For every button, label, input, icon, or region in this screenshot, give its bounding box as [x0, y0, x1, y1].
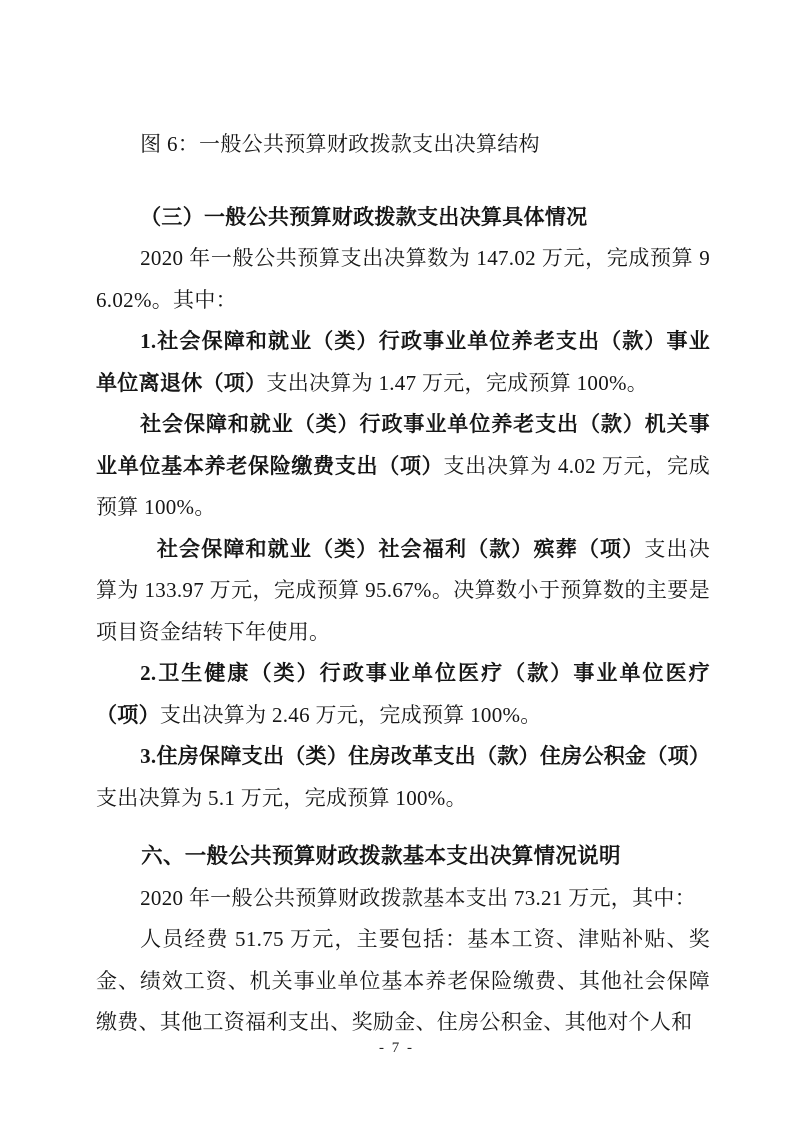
section-6-paragraph-1: 2020 年一般公共预算财政拨款基本支出 73.21 万元，其中：: [140, 885, 696, 910]
section-6-heading: 六、一般公共预算财政拨款基本支出决算情况说明: [141, 844, 621, 868]
item-1-figures: 支出决算为 1.47 万元，完成预算 100%。: [266, 370, 649, 395]
item-4-classification: 2.卫生健康（类）行政事业单位医疗（款）事业单位医疗（项）: [96, 661, 710, 727]
item-2-figures: 支出决算为 4.02 万元，完成预算 100%。: [96, 453, 710, 519]
item-4-figures: 支出决算为 2.46 万元，完成预算 100%。: [159, 702, 542, 727]
item-2-classification: 社会保障和就业（类）行政事业单位养老支出（款）机关事业单位基本养老保险缴费支出（项）: [96, 412, 710, 478]
item-5-classification: 3.住房保障支出（类）住房改革支出（款）住房公积金（项）: [140, 744, 711, 768]
item-3-figures: 支出决算为 133.97 万元，完成预算 95.67%。决算数小于预算数的主要是项目资金结转下年使用。: [96, 536, 710, 644]
budget-item-paragraph-3: [96, 529, 710, 654]
item-1-classification: 1.社会保障和就业（类）行政事业单位养老支出（款）事业单位离退休（项）: [96, 329, 710, 395]
page-content: [96, 124, 710, 1044]
item-5-figures: 支出决算为 5.1 万元，完成预算 100%。: [96, 785, 467, 810]
budget-item-paragraph-1: [96, 321, 710, 404]
budget-item-paragraph-2: [96, 404, 710, 529]
budget-item-paragraph-4: [96, 653, 710, 736]
section-3-intro-paragraph: 2020 年一般公共预算支出决算数为 147.02 万元，完成预算 96.02%。其中：: [96, 246, 710, 312]
section-3-heading: （三）一般公共预算财政拨款支出决算具体情况: [140, 204, 588, 229]
figure-caption: 图 6：一般公共预算财政拨款支出决算结构: [140, 132, 540, 156]
section-6-paragraph-2: 人员经费 51.75 万元，主要包括：基本工资、津贴补贴、奖金、绩效工资、机关事业单位基本养老保险缴费、其他社会保障缴费、其他工资福利支出、奖励金、住房公积金、其他对个人和: [96, 927, 710, 1034]
budget-item-paragraph-5: [96, 736, 710, 819]
page-number: - 7 -: [379, 1040, 414, 1056]
item-3-classification: 社会保障和就业（类）社会福利（款）殡葬（项）: [156, 536, 645, 561]
